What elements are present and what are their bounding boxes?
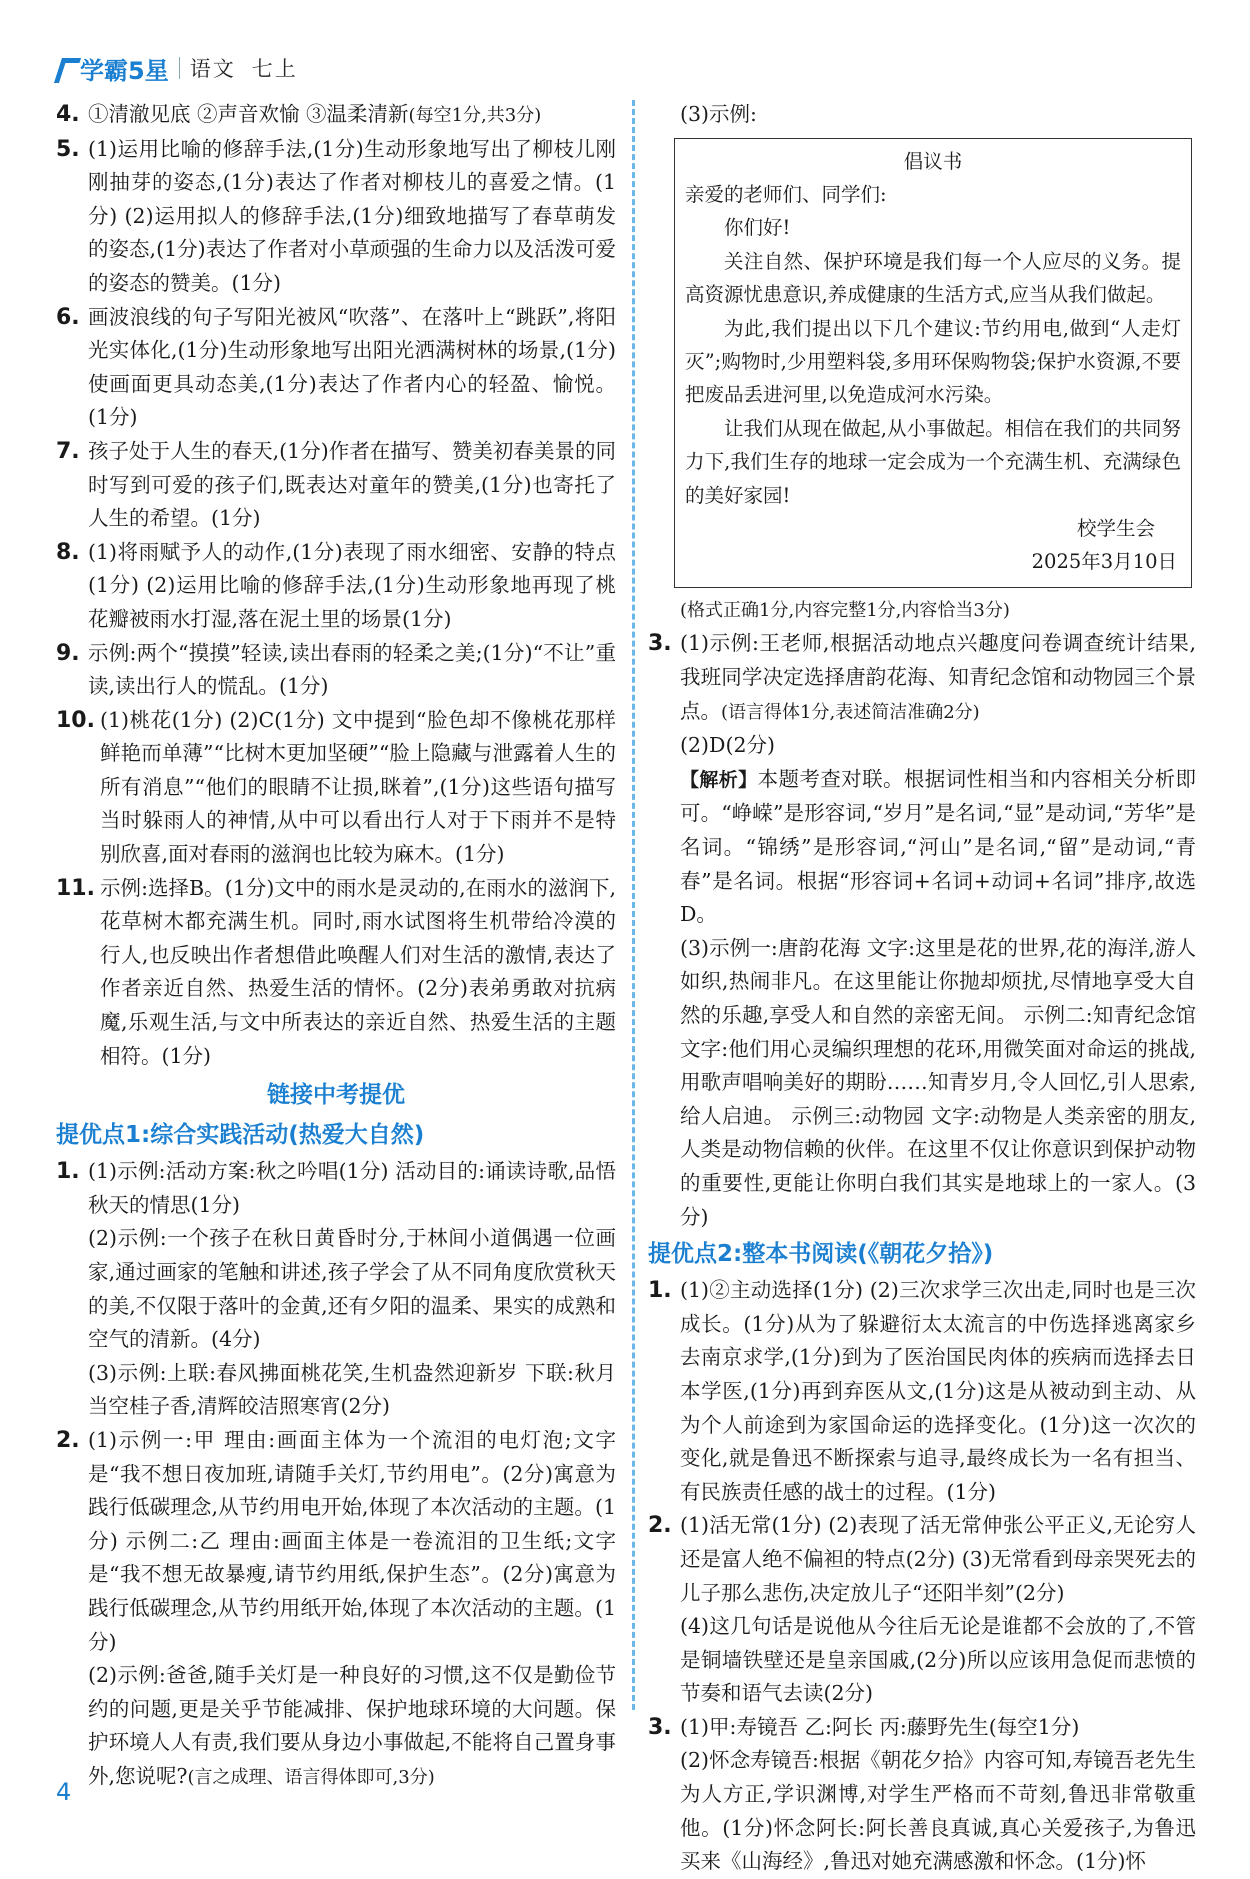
score-note: (每空1分,共3分) (408, 105, 542, 126)
answer-part: (1)示例:王老师,根据活动地点兴趣度问卷调查统计结果,我班同学决定选择唐韵花海、知青纪念馆和动物园三个景点。 (680, 631, 1196, 723)
letter-paragraph: 让我们从现在做起,从小事做起。相信在我们的共同努力下,我们生存的地球一定会成为一个充满生机、充满绿色的美好家园! (685, 416, 1181, 507)
answer-part: (2)示例:一个孩子在秋日黄昏时分,于林间小道偶遇一位画家,通过画家的笔触和讲述,孩子学会了从不同角度欣赏秋天的美,不仅限于落叶的金黄,还有夕阳的温柔、果实的成熟和空气的清新。(4分) (88, 1226, 616, 1352)
question-number: 6. (56, 304, 80, 330)
point2-answer-q2 (648, 1509, 1196, 1711)
answer-part: (2)怀念寿镜吾:根据《朝花夕拾》内容可知,寿镜吾老先生为人方正,学识渊博,对学生严格而不苛刻,鲁迅非常敬重他。(1分)怀念阿长:阿长善良真诚,真心关爱孩子,为鲁迅买来《山海经》,鲁迅对她充满感激和怀念。(1分)怀 (680, 1748, 1196, 1874)
answer-text: 孩子处于人生的春天,(1分)作者在描写、赞美初春美景的同时写到可爱的孩子们,既表达对童年的赞美,(1分)也寄托了人生的希望。(1分) (88, 438, 616, 531)
question-number: 7. (56, 438, 80, 464)
letter-salutation: 亲爱的老师们、同学们: (685, 183, 887, 206)
question-number: 8. (56, 539, 80, 565)
answer-text: (1)②主动选择(1分) (2)三次求学三次出走,同时也是三次成长。(1分)从为了躲避衍太太流言的中伤选择逃离家乡去南京求学,(1分)到为了医治国民肉体的疾病而选择去日本学医,(1分)再到弃医从文,(1分)这是从被动到主动、从为个人前途到为家国命运的选择变化。(1分)这一次次的变化,就是鲁迅不断探索与追寻,最终成长为一名有担当、有民族责任感的战士的过程。(1分) (680, 1278, 1196, 1504)
letter-paragraph: 为此,我们提出以下几个建议:节约用电,做到“人走灯灭”;购物时,少用塑料袋,多用环保购物袋;保护水资源,不要把废品丢进河里,以免造成河水污染。 (685, 316, 1181, 407)
brand-mark-icon (56, 54, 78, 82)
question-number: 1. (56, 1159, 80, 1185)
question-number: 5. (56, 136, 80, 162)
point2-answer-q1 (648, 1274, 1196, 1509)
point1-answer-q3 (648, 627, 1196, 1234)
section-title: 链接中考提优 (267, 1082, 405, 1109)
letter-title: 倡议书 (903, 149, 963, 173)
answer-part: 本题考查对联。根据词性相当和内容相关分析即可。“峥嵘”是形容词,“岁月”是名词,“显”是动词,“芳华”是名词。“锦绣”是形容词,“河山”是名词,“留”是动词,“青春”是名词。根据“形容词+名词+动词+名词”排序,故选D。 (680, 766, 1196, 927)
answer-q8 (56, 536, 616, 637)
question-number: 3. (648, 631, 672, 657)
letter-score-note: (格式正确1分,内容完整1分,内容恰当3分) (680, 599, 1010, 621)
answer-text: (1)运用比喻的修辞手法,(1分)生动形象地写出了柳枝儿刚刚抽芽的姿态,(1分)表达了作者对柳枝儿的喜爱之情。(1分) (2)运用拟人的修辞手法,(1分)细致地描写了春草萌发的姿态,(1分)表达了作者对小草顽强的生命力以及活泼可爱的姿态的赞美。(1分) (88, 136, 616, 295)
answer-text: 画波浪线的句子写阳光被风“吹落”、在落叶上“跳跃”,将阳光实体化,(1分)生动形象地写出阳光洒满树林的场景,(1分)使画面更具动态美,(1分)表达了作者内心的轻盈、愉悦。(1分) (88, 304, 616, 430)
question-number: 3. (648, 1714, 672, 1740)
point1-title: 提优点1:综合实践活动(热爱大自然) (56, 1122, 425, 1149)
answer-part: (2)D(2分) (680, 733, 776, 758)
point2-answer-q3 (648, 1711, 1196, 1879)
answer-part: (3)示例一:唐韵花海 文字:这里是花的世界,花的海洋,游人如织,热闹非凡。在这里能让你抛却烦扰,尽情地享受大自然的乐趣,享受人和自然的亲密无间。 示例二:知青纪念馆 文字:他们用心灵编织理想的花环,用微笑面对命运的挑战,用歌声唱响美好的期盼……知青岁月,令人回忆,引人思索,给人启迪。 示例三:动物园 文字:动物是人类亲密的朋友,人类是动物信赖的伙伴。在这里不仅让你意识到保护动物的重要性,更能让你明白我们其实是地球上的一家人。(3分) (680, 935, 1196, 1229)
question-number: 4. (56, 102, 80, 127)
point1-answer-q2 (56, 1424, 616, 1795)
answer-q10 (56, 704, 616, 872)
score-note: (言之成理、语言得体即可,3分) (187, 1766, 435, 1788)
right-column (648, 98, 1196, 1879)
left-column (56, 98, 616, 1795)
answer-q9 (56, 637, 616, 704)
question-number: 2. (56, 1427, 80, 1453)
answer-letter-label (648, 98, 1196, 132)
header-subject (190, 53, 314, 83)
letter-greeting: 你们好! (724, 216, 791, 240)
column-divider (632, 100, 635, 1710)
answer-text: ①清澈见底 ②声音欢愉 ③温柔清新 (88, 102, 409, 126)
page-header (56, 48, 314, 88)
header-separator (179, 57, 180, 79)
subject-label: 语文 (189, 57, 236, 81)
answer-part: (2)示例:爸爸,随手关灯是一种良好的习惯,这不仅是勤俭节约的问题,更是关乎节能减排、保护地球环境的大问题。保护环境人人有责,我们要从身边小事做起,不能将自己置身事外,您说呢? (88, 1663, 616, 1788)
grade-label: 七上 (251, 57, 298, 81)
brand-name: 学霸5星 (80, 56, 169, 85)
question-number: 9. (56, 640, 80, 666)
answer-part: (4)这几句话是说他从今往后无论是谁都不会放的了,不管是铜墙铁壁还是皇亲国戚,(2分)所以应该用急促而悲愤的节奏和语气去读(2分) (680, 1614, 1196, 1706)
answer-text: 示例:选择B。(1分)文中的雨水是灵动的,在雨水的滋润下,花草树木都充满生机。同时,雨水试图将生机带给冷漠的行人,也反映出作者想借此唤醒人们对生活的激情,表达了作者亲近自然、热爱生活的情怀。(2分)表弟勇敢对抗病魔,乐观生活,与文中所表达的亲近自然、热爱生活的主题相符。(1分) (100, 875, 616, 1068)
page-number: 4 (56, 1778, 72, 1806)
answer-part: (1)活无常(1分) (2)表现了活无常伸张公平正义,无论穷人还是富人绝不偏袒的特点(2分) (3)无常看到母亲哭死去的儿子那么悲伤,决定放儿子“还阳半刻”(2分) (680, 1513, 1196, 1605)
answer-part: (3)示例: (680, 102, 757, 126)
question-number: 10. (56, 707, 95, 733)
brand-logo (56, 51, 169, 86)
letter-paragraph: 关注自然、保护环境是我们每一个人应尽的义务。提高资源忧患意识,养成健康的生活方式,应当从我们做起。 (685, 249, 1181, 307)
question-number: 1. (648, 1278, 672, 1304)
answer-text: (1)将雨赋予人的动作,(1分)表现了雨水细密、安静的特点(1分) (2)运用比喻的修辞手法,(1分)生动形象地再现了桃花瓣被雨水打湿,落在泥土里的场景(1分) (88, 539, 616, 631)
letter-date: 2025年3月10日 (1031, 550, 1177, 574)
score-note: (语言得体1分,表述简洁准确2分) (721, 701, 980, 723)
answer-text: (1)桃花(1分) (2)C(1分) 文中提到“脸色却不像桃花那样鲜艳而单薄”“比树木更加坚硬”“脸上隐藏与泄露着人生的所有消息”“他们的眼睛不让损,眯着”,(1分)这些语句描写当时躲雨人的神情,从中可以看出行人对于下雨并不是特别欣喜,面对春雨的滋润也比较为麻木。(1分) (100, 707, 616, 867)
answer-part: (1)示例一:甲 理由:画面主体为一个流泪的电灯泡;文字是“我不想日夜加班,请随手关灯,节约用电”。(2分)寓意为践行低碳理念,从节约用电开始,体现了本次活动的主题。(1分) 示例二:乙 理由:画面主体是一卷流泪的卫生纸;文字是“我不想无故暴瘦,请节约用纸,保护生态”。(2分)寓意为践行低碳理念,从节约用纸开始,体现了本次活动的主题。(1分) (88, 1427, 616, 1654)
answer-q5 (56, 133, 616, 301)
analysis-tag: 【解析】 (680, 768, 758, 791)
answer-q7 (56, 435, 616, 536)
point2-title: 提优点2:整本书阅读(《朝花夕拾》) (648, 1241, 994, 1268)
answer-q11 (56, 872, 616, 1074)
answer-q4 (56, 98, 616, 133)
answer-text: 示例:两个“摸摸”轻读,读出春雨的轻柔之美;(1分)“不让”重读,读出行人的慌乱。(1分) (88, 640, 616, 699)
point1-answer-q1 (56, 1155, 616, 1424)
letter-signer: 校学生会 (1076, 517, 1155, 541)
question-number: 2. (648, 1513, 672, 1539)
answer-part: (3)示例:上联:春风拂面桃花笑,生机盎然迎新岁 下联:秋月当空桂子香,清辉皎洁照寒宵(2分) (88, 1360, 616, 1419)
question-number: 11. (56, 875, 95, 901)
answer-part: (1)示例:活动方案:秋之吟唱(1分) 活动目的:诵读诗歌,品悟秋天的情思(1分) (88, 1159, 616, 1217)
answer-part: (1)甲:寿镜吾 乙:阿长 丙:藤野先生(每空1分) (680, 1714, 1080, 1739)
proposal-letter (674, 138, 1192, 588)
answer-q6 (56, 301, 616, 435)
